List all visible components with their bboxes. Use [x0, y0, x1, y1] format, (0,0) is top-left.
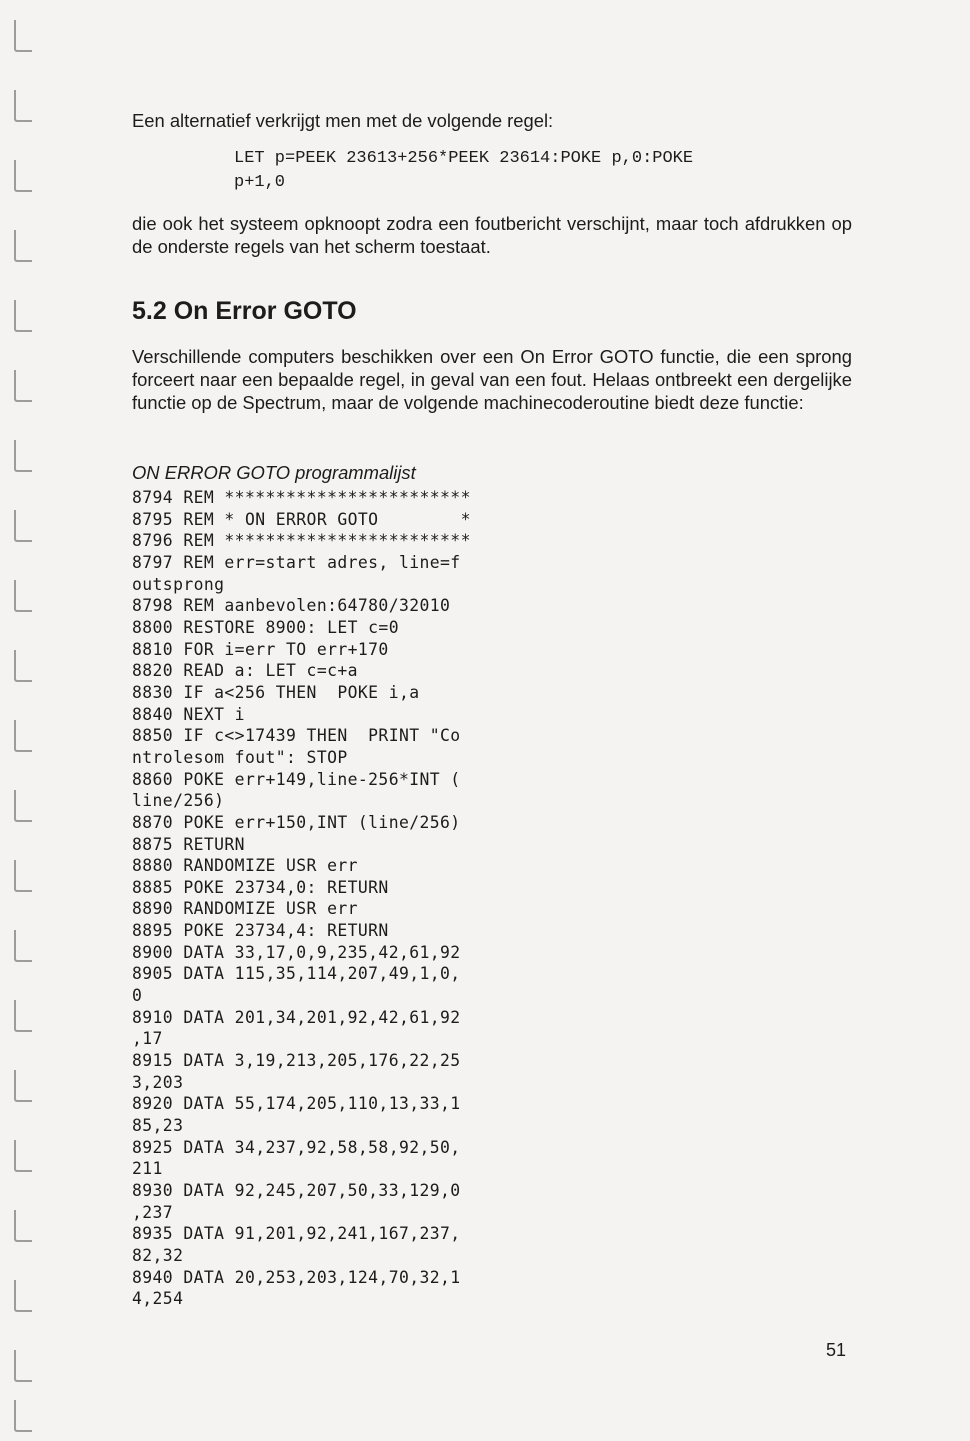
listing-line: line/256): [132, 791, 225, 811]
listing-line: 8925 DATA 34,237,92,58,58,92,50,: [132, 1137, 461, 1157]
binding-mark: [14, 860, 32, 892]
intro-text: Een alternatief verkrijgt men met de volgende regel:: [132, 110, 554, 131]
binding-mark: [14, 1350, 32, 1382]
listing-line: ,237: [132, 1202, 174, 1222]
listing-line: 8794 REM ************************: [132, 488, 471, 507]
listing-line: 8798 REM aanbevolen:64780/32010: [132, 596, 451, 616]
section-heading: 5.2 On Error GOTO: [132, 297, 357, 325]
binding-mark: [14, 930, 32, 962]
listing-line: 8820 READ a: LET c=c+a: [132, 661, 358, 681]
section-body: Verschillende computers beschikken over een On Error GOTO functie, die een sprong forceert naar een bepaalde regel, in geval van een fout. Helaas ontbreekt een dergelijke functie op de Spectrum, maar de volgende machinecoderoutine biedt deze functie:: [132, 346, 852, 413]
binding-mark: [14, 1140, 32, 1172]
listing-line: outsprong: [132, 574, 225, 594]
binding-mark: [14, 20, 32, 52]
binding-mark: [14, 650, 32, 682]
listing-line: 8930 DATA 92,245,207,50,33,129,0: [132, 1181, 461, 1200]
listing-line: 8910 DATA 201,34,201,92,42,61,92: [132, 1007, 461, 1027]
program-listing: [132, 487, 471, 1310]
listing-line: 8885 POKE 23734,0: RETURN: [132, 877, 389, 897]
listing-line: 8870 POKE err+150,INT (line/256): [132, 812, 461, 832]
intro-code: [234, 147, 693, 195]
intro-after-text: die ook het systeem opknoopt zodra een foutbericht verschijnt, maar toch afdrukken op de onderste regels van het scherm toestaat.: [132, 213, 852, 257]
binding-mark: [14, 1000, 32, 1032]
listing-line: 8840 NEXT i: [132, 704, 245, 724]
listing-line: 8880 RANDOMIZE USR err: [132, 856, 358, 876]
listing-line: 3,203: [132, 1072, 184, 1092]
intro-code-line: LET p=PEEK 23613+256*PEEK 23614:POKE p,0:POKE: [234, 149, 694, 168]
listing-line: 4,254: [132, 1289, 184, 1309]
binding-mark: [14, 370, 32, 402]
listing-line: 8935 DATA 91,201,92,241,167,237,: [132, 1224, 461, 1244]
binding-mark: [14, 510, 32, 542]
listing-line: ntrolesom fout": STOP: [132, 747, 348, 767]
binding-mark: [14, 720, 32, 752]
listing-line: 8800 RESTORE 8900: LET c=0: [132, 617, 399, 637]
binding-mark: [14, 580, 32, 612]
listing-line: 0: [132, 986, 143, 1006]
listing-line: 8850 IF c<>17439 THEN PRINT "Co: [132, 726, 461, 746]
listing-line: 8915 DATA 3,19,213,205,176,22,25: [132, 1051, 461, 1071]
listing-line: 8797 REM err=start adres, line=f: [132, 552, 461, 572]
binding-mark: [14, 230, 32, 262]
listing-line: 8905 DATA 115,35,114,207,49,1,0,: [132, 964, 461, 984]
listing-line: 82,32: [132, 1245, 184, 1265]
spiral-binding: [0, 0, 40, 1441]
listing-line: ,17: [132, 1029, 163, 1049]
listing-line: 8796 REM ************************: [132, 531, 471, 551]
binding-mark: [14, 440, 32, 472]
listing-line: 8860 POKE err+149,line-256*INT (: [132, 769, 461, 789]
binding-mark: [14, 790, 32, 822]
listing-line: 8940 DATA 20,253,203,124,70,32,1: [132, 1267, 461, 1287]
listing-line: 8830 IF a<256 THEN POKE i,a: [132, 682, 420, 702]
listing-line: 8900 DATA 33,17,0,9,235,42,61,92: [132, 942, 461, 962]
binding-mark: [14, 1210, 32, 1242]
page-number: 51: [826, 1340, 847, 1360]
binding-mark: [14, 1280, 32, 1312]
listing-line: 8875 RETURN: [132, 834, 245, 854]
binding-mark: [14, 300, 32, 332]
listing-line: 8920 DATA 55,174,205,110,13,33,1: [132, 1094, 461, 1114]
listing-line: 8810 FOR i=err TO err+170: [132, 639, 389, 659]
binding-mark: [14, 90, 32, 122]
binding-mark: [14, 1070, 32, 1102]
listing-line: 8890 RANDOMIZE USR err: [132, 899, 358, 919]
binding-mark: [14, 160, 32, 192]
listing-line: 85,23: [132, 1116, 184, 1136]
listing-title: ON ERROR GOTO programmalijst: [132, 462, 416, 483]
listing-line: 211: [132, 1159, 163, 1179]
listing-line: 8795 REM * ON ERROR GOTO *: [132, 509, 471, 529]
binding-mark: [14, 1400, 32, 1432]
intro-code-line: p+1,0: [234, 173, 286, 192]
listing-line: 8895 POKE 23734,4: RETURN: [132, 921, 389, 941]
